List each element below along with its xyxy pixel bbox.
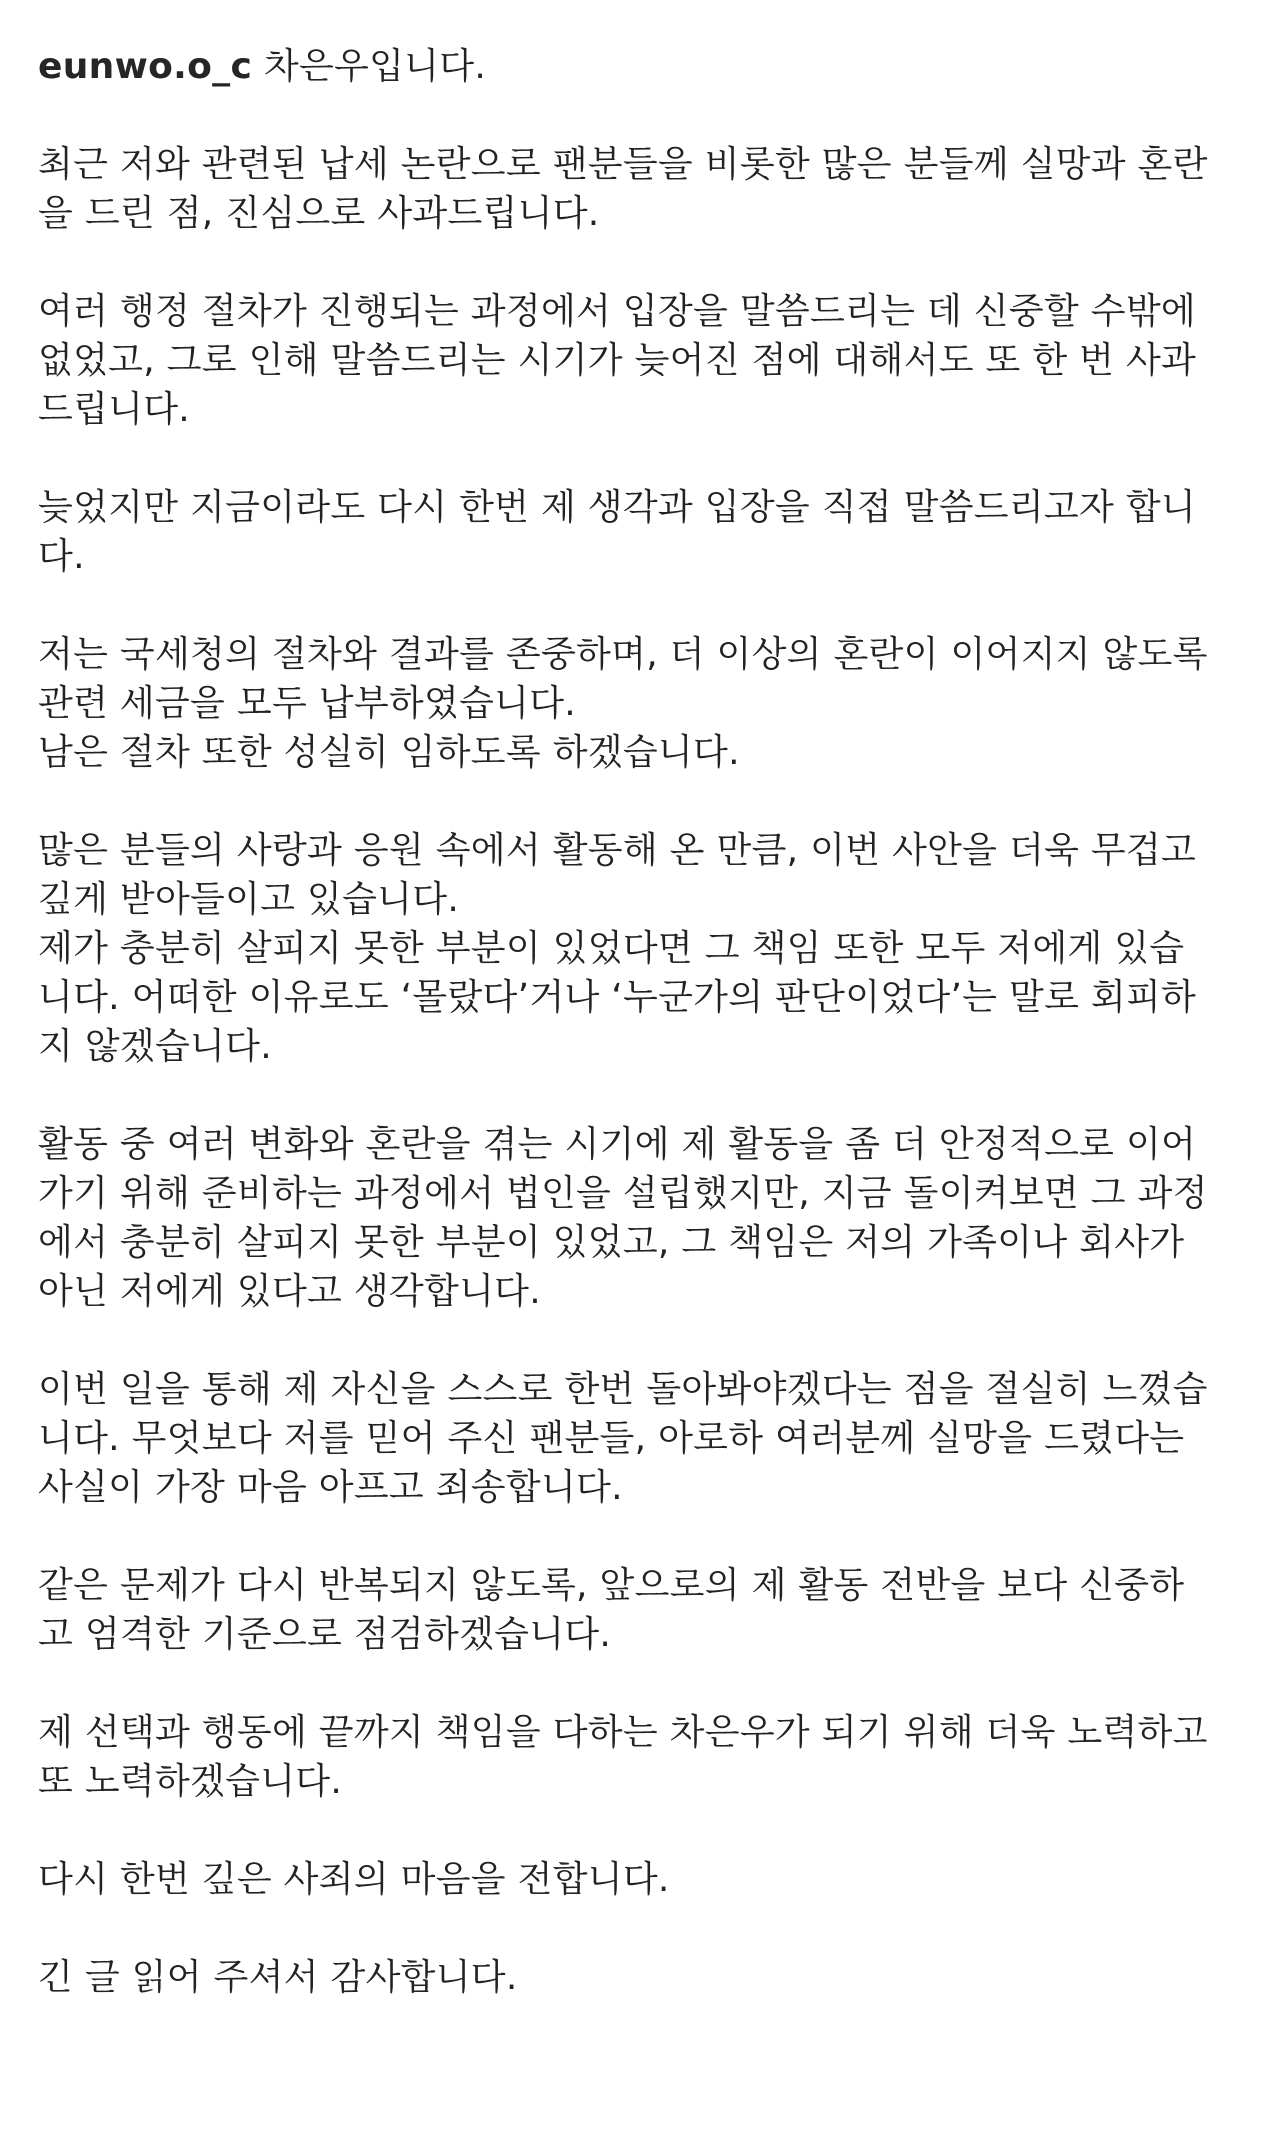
caption-paragraph: 활동 중 여러 변화와 혼란을 겪는 시기에 제 활동을 좀 더 안정적으로 이어 가기 위해 준비하는 과정에서 법인을 설립했지만, 지금 돌이켜보면 그 과정 에서 충분히 살피지 못한 부분이 있었고, 그 책임은 저의 가족이나 회사가 아닌 저에게 있다고 생각합니다. [38, 1124, 1208, 1312]
caption-paragraph: 긴 글 읽어 주셔서 감사합니다. [38, 1957, 518, 1998]
caption-paragraph: 여러 행정 절차가 진행되는 과정에서 입장을 말씀드리는 데 신중할 수밖에 없었고, 그로 인해 말씀드리는 시기가 늦어진 점에 대해서도 또 한 번 사과 드립니다. [38, 291, 1197, 430]
caption-paragraph: 다시 한번 깊은 사죄의 마음을 전합니다. [38, 1859, 670, 1900]
caption-paragraph: 최근 저와 관련된 납세 논란으로 팬분들을 비롯한 많은 분들께 실망과 혼란 을 드린 점, 진심으로 사과드립니다. [38, 144, 1208, 234]
username-link[interactable]: eunwo.o_c [38, 46, 253, 87]
caption-intro [38, 42, 1248, 91]
cropped-previous-line [40, 0, 520, 8]
caption-paragraph: 제 선택과 행동에 끝까지 책임을 다하는 차은우가 되기 위해 더욱 노력하고 또 노력하겠습니다. [38, 1712, 1208, 1802]
caption-paragraph: 많은 분들의 사랑과 응원 속에서 활동해 온 만큼, 이번 사안을 더욱 무겁고 깊게 받아들이고 있습니다. 제가 충분히 살피지 못한 부분이 있었다면 그 책임 또한 모두 저에게 있습 니다. 어떠한 이유로도 ‘몰랐다’거나 ‘누군가의 판단이었다’는 말로 회피하 지 않겠습니다. [38, 830, 1197, 1067]
caption-paragraph: 이번 일을 통해 제 자신을 스스로 한번 돌아봐야겠다는 점을 절실히 느꼈습 니다. 무엇보다 저를 믿어 주신 팬분들, 아로하 여러분께 실망을 드렸다는 사실이 가장 마음 아프고 죄송합니다. [38, 1369, 1208, 1508]
caption-paragraph: 늦었지만 지금이라도 다시 한번 제 생각과 입장을 직접 말씀드리고자 합니 다. [38, 487, 1196, 577]
intro-text: 차은우입니다. [252, 46, 487, 87]
caption-paragraph: 저는 국세청의 절차와 결과를 존중하며, 더 이상의 혼란이 이어지지 않도록 관련 세금을 모두 납부하였습니다. 남은 절차 또한 성실히 임하도록 하겠습니다. [38, 634, 1208, 773]
caption-paragraph: 같은 문제가 다시 반복되지 않도록, 앞으로의 제 활동 전반을 보다 신중하 고 엄격한 기준으로 점검하겠습니다. [38, 1565, 1185, 1655]
post-caption [38, 42, 1248, 2002]
